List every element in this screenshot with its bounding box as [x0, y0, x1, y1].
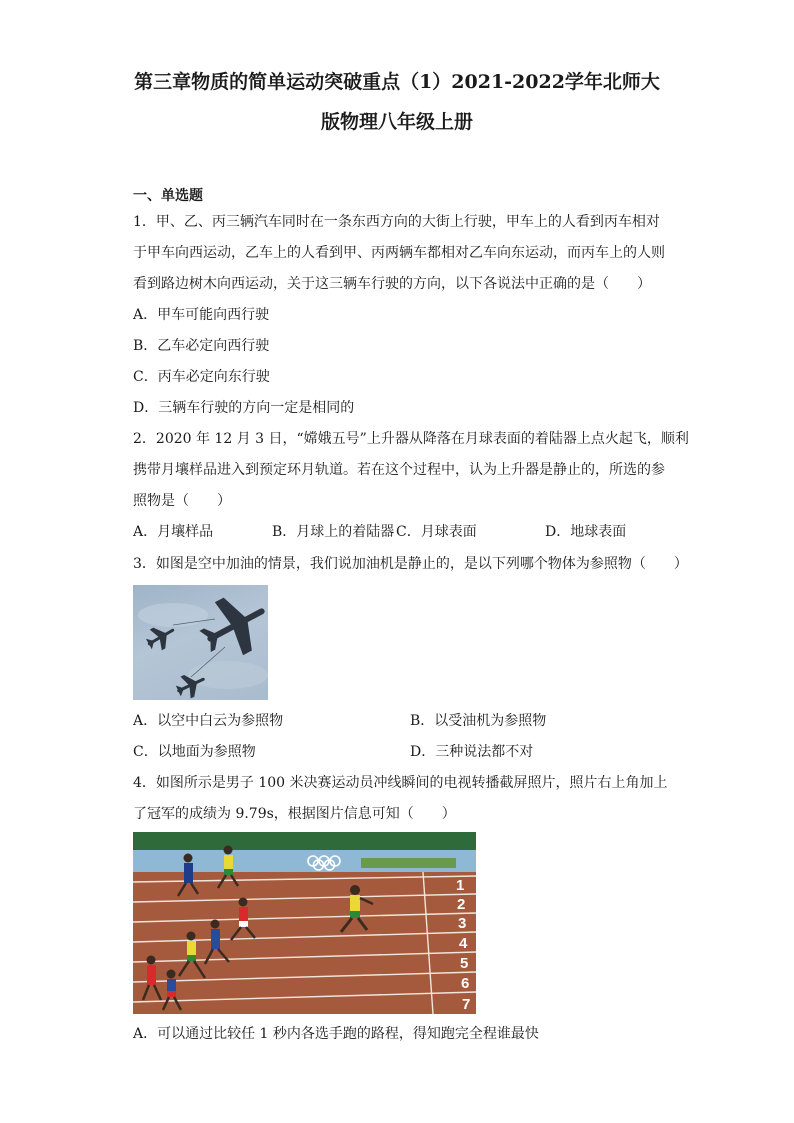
q3-option-a: A．以空中白云为参照物 — [133, 713, 284, 729]
q2-stem-line-1: 2．2020 年 12 月 3 日，“嫦娥五号”上升器从降落在月球表面的着陆器上点火起飞，顺利 — [133, 431, 689, 447]
q3-option-d: D．三种说法都不对 — [410, 744, 534, 760]
lane-number: 1 — [456, 877, 465, 894]
q2-options-row — [133, 522, 663, 542]
q1-option-b: B．乙车必定向西行驶 — [133, 338, 270, 354]
sprint-finish-photo — [133, 832, 476, 1014]
lane-number: 7 — [462, 996, 471, 1013]
lane-number: 4 — [459, 935, 468, 952]
q1-stem-line-3: 看到路边树木向西运动，关于这三辆车行驶的方向，以下各说法中正确的是（ ） — [133, 276, 651, 292]
lane-number: 6 — [461, 975, 470, 992]
document-title-line-2: 版物理八年级上册 — [320, 111, 473, 133]
q3-options-row-2 — [133, 742, 663, 762]
aircraft-illustration — [133, 585, 268, 700]
q1-option-c: C．丙车必定向东行驶 — [133, 369, 270, 385]
q3-option-c: C．以地面为参照物 — [133, 744, 256, 760]
q2-option-b: B．月球上的着陆器 — [272, 524, 395, 540]
aerial-refueling-image — [133, 585, 268, 700]
q1-stem-line-1: 1．甲、乙、丙三辆汽车同时在一条东西方向的大街上行驶，甲车上的人看到丙车相对 — [133, 214, 660, 230]
q1-option-a: A．甲车可能向西行驶 — [133, 307, 270, 323]
q3-stem-line-1: 3．如图是空中加油的情景，我们说加油机是静止的，是以下列哪个物体为参照物（ ） — [133, 556, 688, 572]
section-heading: 一、单选题 — [133, 188, 203, 204]
lane-number: 3 — [458, 915, 467, 932]
q4-stem-line-2: 了冠军的成绩为 9.79s，根据图片信息可知（ ） — [133, 806, 456, 822]
q2-stem-line-3: 照物是（ ） — [133, 493, 231, 509]
q3-options-row-1 — [133, 711, 663, 731]
sprint-track-illustration — [133, 832, 476, 1014]
q2-option-d: D．地球表面 — [545, 524, 627, 540]
q2-stem-line-2: 携带月壤样品进入到预定环月轨道。若在这个过程中，认为上升器是静止的，所选的参 — [133, 462, 665, 478]
q3-option-b: B．以受油机为参照物 — [410, 713, 547, 729]
q2-option-a: A．月壤样品 — [133, 524, 214, 540]
document-title-line-1: 第三章物质的简单运动突破重点（1）2021-2022学年北师大 — [134, 71, 660, 93]
q4-stem-line-1: 4．如图所示是男子 100 米决赛运动员冲线瞬间的电视转播截屏照片，照片右上角加上 — [133, 775, 668, 791]
q4-option-a: A．可以通过比较任 1 秒内各选手跑的路程，得知跑完全程谁最快 — [133, 1026, 539, 1042]
lane-number: 2 — [457, 896, 466, 913]
q1-option-d: D．三辆车行驶的方向一定是相同的 — [133, 400, 355, 416]
q2-option-c: C．月球表面 — [396, 524, 477, 540]
lane-number: 5 — [460, 955, 469, 972]
q1-stem-line-2: 于甲车向西运动，乙车上的人看到甲、丙两辆车都相对乙车向东运动，而丙车上的人则 — [133, 245, 665, 261]
